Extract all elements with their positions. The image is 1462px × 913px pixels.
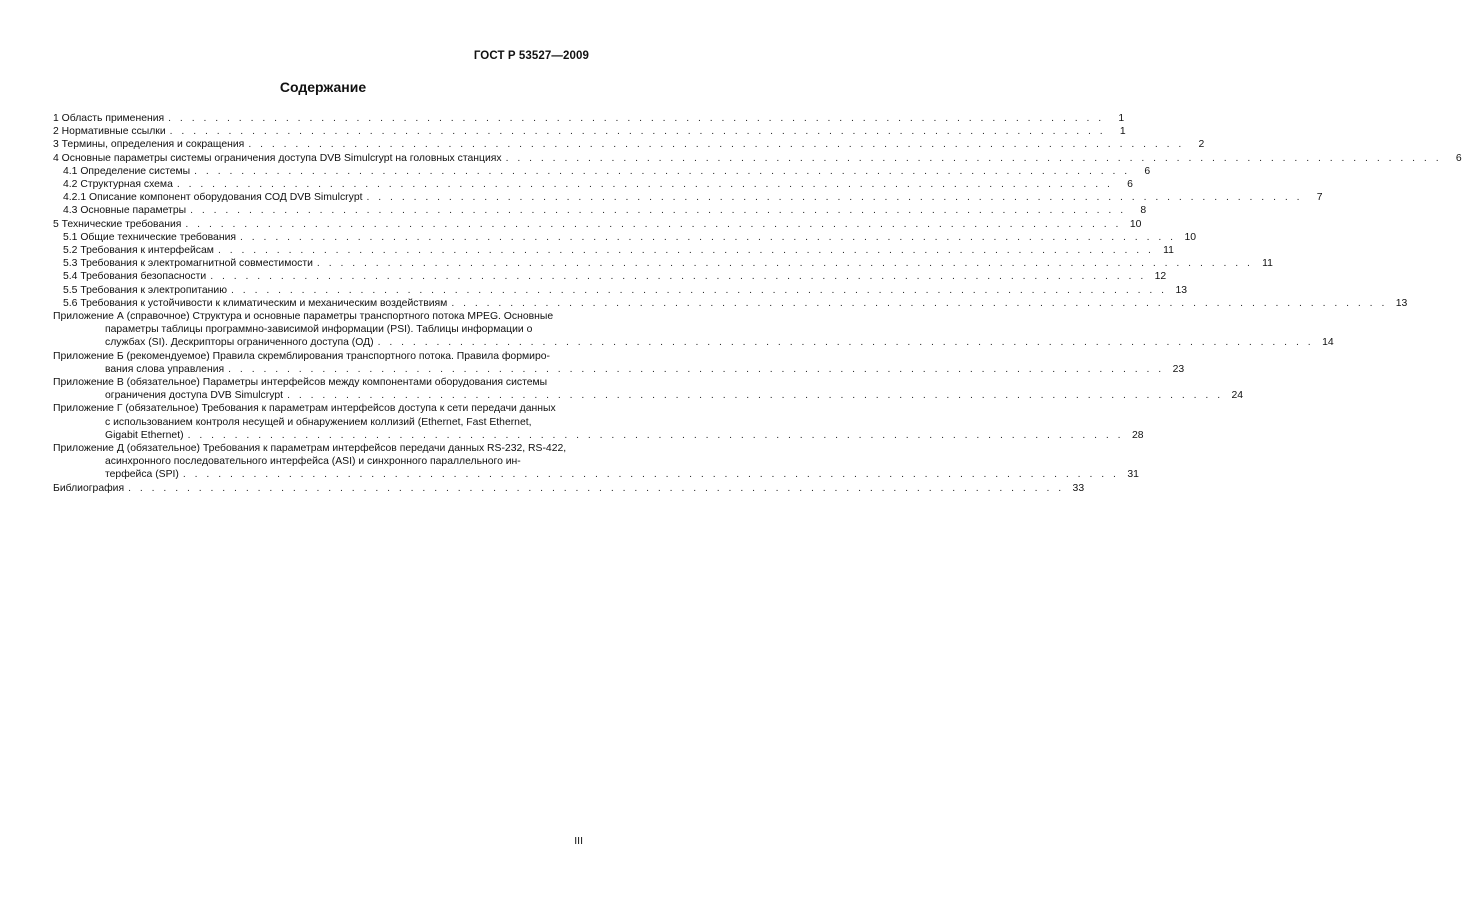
toc-entry-page: 7 (1316, 192, 1323, 204)
toc-entry-page: 10 (1184, 231, 1197, 243)
toc-entry[interactable] (53, 152, 1462, 165)
toc-entry-text: 5.6 Требования к устойчивости к климатическим и механическим воздействиям (63, 297, 448, 309)
dot-leader: . . . . . . . . . . . . . . . . . . . . . . . . . . . . . . . . . . . . . . . . . . . . . . . . . . . . . . . . . . . . . . . . . . . . . . . . . . . . . . . . (182, 469, 1119, 481)
toc-entry-page: 13 (1175, 284, 1188, 296)
dot-leader: . . . . . . . . . . . . . . . . . . . . . . . . . . . . . . . . . . . . . . . . . . . . . . . . . . . . . . . . . . . . . . . . . . . . . . . . . . . . . . . . (366, 192, 1303, 204)
toc-entry-text: 2 Нормативные ссылки (53, 126, 166, 138)
toc-entry-text: параметры таблицы программно-зависимой информации (PSI). Таблицы информации о (105, 324, 533, 336)
dot-leader: . . . . . . . . . . . . . . . . . . . . . . . . . . . . . . . . . . . . . . . . . . . . . . . . . . . . . . . . . . . . . . . . . . . . . . . . . . . . . . . . (194, 165, 1131, 177)
toc-entry-text: Приложение А (справочное) Структура и основные параметры транспортного потока MPEG. Основные (53, 311, 554, 323)
toc-entry-text: терфейса (SPI) (105, 469, 179, 481)
toc-entry-page: 6 (1455, 152, 1462, 164)
dot-leader: . . . . . . . . . . . . . . . . . . . . . . . . . . . . . . . . . . . . . . . . . . . . . . . . . . . . . . . . . . . . . . . . . . . . . . . . . . . . . . . . (451, 297, 1388, 309)
toc-entry-page: 11 (1163, 245, 1174, 257)
toc-entry-page: 28 (1132, 429, 1144, 441)
toc-entry[interactable] (53, 310, 1334, 350)
dot-leader: . . . . . . . . . . . . . . . . . . . . . . . . . . . . . . . . . . . . . . . . . . . . . . . . . . . . . . . . . . . . . . . . . . . . . . . . . . . . . . . . (228, 363, 1165, 375)
toc-entry[interactable] (53, 284, 1188, 297)
dot-leader: . . . . . . . . . . . . . . . . . . . . . . . . . . . . . . . . . . . . . . . . . . . . . . . . . . . . . . . . . . . . . . . . . . . . . . . . . . . . . . . . (210, 271, 1147, 283)
toc-entry-text: 5.3 Требования к электромагнитной совместимости (63, 258, 313, 270)
dot-leader: . . . . . . . . . . . . . . . . . . . . . . . . . . . . . . . . . . . . . . . . . . . . . . . . . . . . . . . . . . . . . . . . . . . . . . . . . . . . . . . . (248, 139, 1185, 151)
toc-entry-text: Приложение В (обязательное) Параметры интерфейсов между компонентами оборудования системы (53, 377, 548, 389)
toc-entry-text: 4.1 Определение системы (63, 165, 191, 177)
toc-entry[interactable] (53, 257, 1273, 270)
toc-entry[interactable] (53, 231, 1197, 244)
toc-entry-page: 8 (1140, 205, 1147, 217)
toc-entry-text: 4.2.1 Описание компонент оборудования СОД DVB Simulcrypt (63, 192, 363, 204)
toc-entry-text: ограничения доступа DVB Simulcrypt (105, 390, 284, 402)
page-number: III (574, 835, 583, 847)
toc-entry-text: 4.3 Основные параметры (63, 205, 187, 217)
dot-leader: . . . . . . . . . . . . . . . . . . . . . . . . . . . . . . . . . . . . . . . . . . . . . . . . . . . . . . . . . . . . . . . . . . . . . . . . . . . . . . . . (217, 245, 1154, 257)
toc-entry[interactable] (53, 270, 1167, 283)
document-id: ГОСТ Р 53527—2009 (473, 50, 589, 62)
dot-leader: . . . . . . . . . . . . . . . . . . . . . . . . . . . . . . . . . . . . . . . . . . . . . . . . . . . . . . . . . . . . . . . . . . . . . . . . . . . . . . . . (316, 258, 1253, 270)
toc-entry-text: службах (SI). Дескрипторы ограниченного доступа (ОД) (105, 337, 374, 349)
toc-entry-text: 4 Основные параметры системы ограничения доступа DVB Simulcrypt на головных станциях (53, 152, 502, 164)
toc-entry[interactable] (53, 165, 1151, 178)
toc-entry-page: 1 (1118, 113, 1125, 124)
toc-entry-text: 3 Термины, определения и сокращения (53, 139, 245, 151)
toc-entry-page: 11 (1262, 258, 1273, 270)
toc-entry-text: 1 Область применения (53, 113, 165, 124)
toc-entry[interactable] (53, 178, 1133, 191)
toc-entry-page: 10 (1129, 218, 1142, 230)
toc-entry-page: 6 (1127, 179, 1133, 191)
toc-entry-text: Библиография (53, 482, 125, 494)
toc-entry[interactable] (53, 191, 1323, 204)
toc-entry[interactable] (53, 138, 1205, 151)
toc-entry[interactable] (53, 125, 1126, 138)
toc-entry-text: вания слова управления (105, 363, 225, 375)
toc-entry[interactable] (53, 376, 1244, 402)
toc-entry[interactable] (53, 442, 1139, 482)
toc-entry[interactable] (53, 482, 1085, 495)
toc-entry-text: с использованием контроля несущей и обнаружением коллизий (Ethernet, Fast Ethernet, (105, 416, 532, 428)
toc-entry-text: 4.2 Структурная схема (63, 179, 173, 191)
toc-entry[interactable] (53, 112, 1125, 125)
toc-entry-page: 2 (1198, 139, 1205, 151)
toc-entry-page: 13 (1395, 297, 1408, 309)
toc-entry-page: 1 (1119, 126, 1126, 138)
dot-leader: . . . . . . . . . . . . . . . . . . . . . . . . . . . . . . . . . . . . . . . . . . . . . . . . . . . . . . . . . . . . . . . . . . . . . . . . . . . . . . . . (128, 482, 1065, 494)
toc-entry[interactable] (53, 297, 1408, 310)
toc-entry-page: 31 (1127, 469, 1139, 481)
dot-leader: . . . . . . . . . . . . . . . . . . . . . . . . . . . . . . . . . . . . . . . . . . . . . . . . . . . . . . . . . . . . . . . . . . . . . . . . . . . . . . . . (377, 337, 1314, 349)
toc-entry-text: Приложение Г (обязательное) Требования к параметрам интерфейсов доступа к сети передачи данных (53, 403, 556, 415)
toc-entry-page: 33 (1072, 482, 1085, 494)
toc-entry-text: Приложение Д (обязательное) Требования к параметрам интерфейсов передачи данных RS-232, RS-422, (53, 443, 567, 455)
toc-entry-text: 5 Технические требования (53, 218, 182, 230)
dot-leader: . . . . . . . . . . . . . . . . . . . . . . . . . . . . . . . . . . . . . . . . . . . . . . . . . . . . . . . . . . . . . . . . . . . . . . . . . . . . . . . . (168, 113, 1105, 124)
toc-entry-text: асинхронного последовательного интерфейса (ASI) и синхронного параллельного ин- (105, 456, 521, 468)
toc-entry[interactable] (53, 204, 1147, 217)
toc-entry-text: 5.4 Требования безопасности (63, 271, 207, 283)
dot-leader: . . . . . . . . . . . . . . . . . . . . . . . . . . . . . . . . . . . . . . . . . . . . . . . . . . . . . . . . . . . . . . . . . . . . . . . . . . . . . . . . (190, 205, 1127, 217)
dot-leader: . . . . . . . . . . . . . . . . . . . . . . . . . . . . . . . . . . . . . . . . . . . . . . . . . . . . . . . . . . . . . . . . . . . . . . . . . . . . . . . . (176, 179, 1113, 191)
toc-entry-page: 23 (1172, 363, 1185, 375)
toc-entry-text: Gigabit Ethernet) (105, 429, 184, 441)
toc-entry-text: 5.2 Требования к интерфейсам (63, 245, 214, 257)
toc-entry[interactable] (53, 218, 1142, 231)
toc-entry-text: Приложение Б (рекомендуемое) Правила скремблирования транспортного потока. Правила формиро- (53, 350, 550, 362)
dot-leader: . . . . . . . . . . . . . . . . . . . . . . . . . . . . . . . . . . . . . . . . . . . . . . . . . . . . . . . . . . . . . . . . . . . . . . . . . . . . . . . . (187, 429, 1124, 441)
dot-leader: . . . . . . . . . . . . . . . . . . . . . . . . . . . . . . . . . . . . . . . . . . . . . . . . . . . . . . . . . . . . . . . . . . . . . . . . . . . . . . . . (505, 152, 1442, 164)
dot-leader: . . . . . . . . . . . . . . . . . . . . . . . . . . . . . . . . . . . . . . . . . . . . . . . . . . . . . . . . . . . . . . . . . . . . . . . . . . . . . . . . (169, 126, 1106, 138)
toc-entry[interactable] (53, 244, 1174, 257)
toc-entry-page: 6 (1144, 165, 1151, 177)
dot-leader: . . . . . . . . . . . . . . . . . . . . . . . . . . . . . . . . . . . . . . . . . . . . . . . . . . . . . . . . . . . . . . . . . . . . . . . . . . . . . . . . (185, 218, 1122, 230)
toc-entry-text: 5.5 Требования к электропитанию (63, 284, 228, 296)
toc-entry[interactable] (53, 402, 1144, 442)
toc-entry-page: 24 (1231, 390, 1244, 402)
toc-entry[interactable] (53, 350, 1185, 376)
dot-leader: . . . . . . . . . . . . . . . . . . . . . . . . . . . . . . . . . . . . . . . . . . . . . . . . . . . . . . . . . . . . . . . . . . . . . . . . . . . . . . . . (231, 284, 1168, 296)
toc-entry-text: 5.1 Общие технические требования (63, 231, 236, 243)
dot-leader: . . . . . . . . . . . . . . . . . . . . . . . . . . . . . . . . . . . . . . . . . . . . . . . . . . . . . . . . . . . . . . . . . . . . . . . . . . . . . . . . (287, 390, 1224, 402)
dot-leader: . . . . . . . . . . . . . . . . . . . . . . . . . . . . . . . . . . . . . . . . . . . . . . . . . . . . . . . . . . . . . . . . . . . . . . . . . . . . . . . . (240, 231, 1177, 243)
toc-entry-page: 14 (1322, 337, 1334, 349)
page-title: Содержание (279, 79, 367, 95)
toc-entry-page: 12 (1154, 271, 1167, 283)
table-of-contents (53, 112, 1462, 495)
